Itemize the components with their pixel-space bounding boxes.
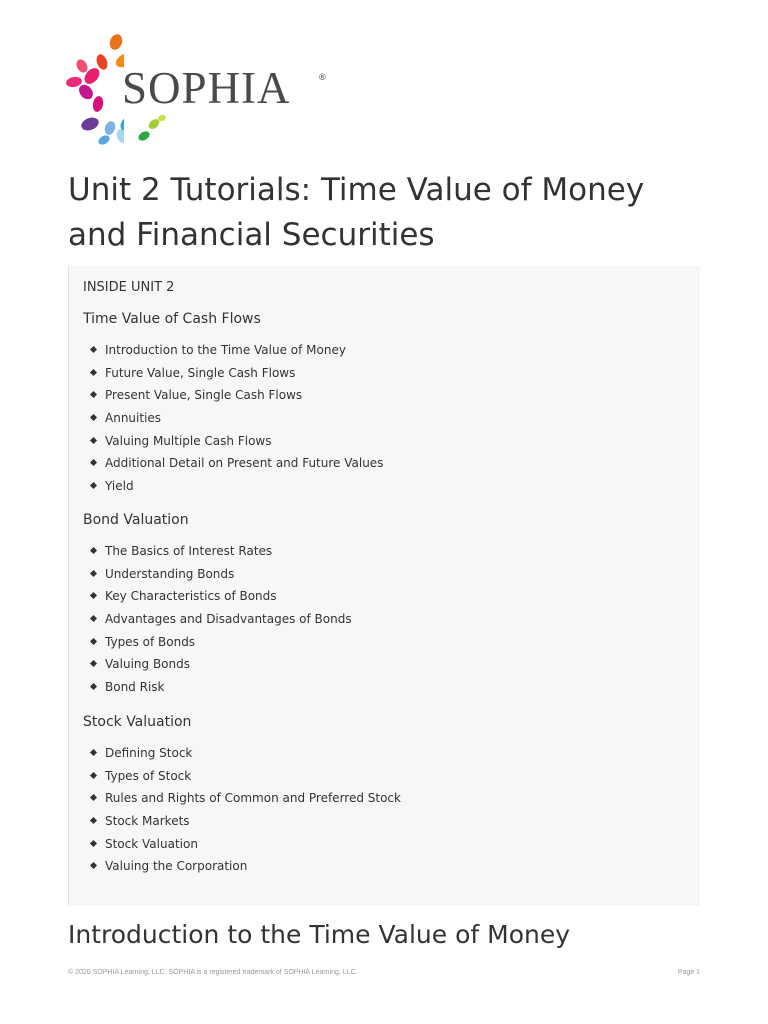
diamond-bullet-icon xyxy=(90,840,97,847)
toc-heading: INSIDE UNIT 2 xyxy=(83,280,175,295)
toc-list-bond-valuation xyxy=(91,540,352,699)
toc-item[interactable]: Valuing Multiple Cash Flows xyxy=(91,430,383,453)
diamond-bullet-icon xyxy=(90,660,97,667)
toc-item[interactable]: Valuing Bonds xyxy=(91,653,352,676)
green-leaves-icon xyxy=(136,110,196,150)
toc-item[interactable]: Bond Risk xyxy=(91,676,352,699)
diamond-bullet-icon xyxy=(90,459,97,466)
diamond-bullet-icon xyxy=(90,570,97,577)
diamond-bullet-icon xyxy=(90,683,97,690)
toc-item[interactable]: Annuities xyxy=(91,407,383,430)
toc-item[interactable]: Future Value, Single Cash Flows xyxy=(91,362,383,385)
diamond-bullet-icon xyxy=(90,749,97,756)
diamond-bullet-icon xyxy=(90,369,97,376)
diamond-bullet-icon xyxy=(90,615,97,622)
toc-item[interactable]: Rules and Rights of Common and Preferred Stock xyxy=(91,787,401,810)
toc-item[interactable]: Stock Valuation xyxy=(91,833,401,856)
toc-item[interactable]: Additional Detail on Present and Future Values xyxy=(91,452,383,475)
page-title: Unit 2 Tutorials: Time Value of Money and Financial Securities xyxy=(68,172,645,253)
registered-mark: ® xyxy=(319,72,326,82)
diamond-bullet-icon xyxy=(90,794,97,801)
toc-item[interactable]: Key Characteristics of Bonds xyxy=(91,585,352,608)
toc-item[interactable]: Defining Stock xyxy=(91,742,401,765)
toc-item[interactable]: Yield xyxy=(91,475,383,498)
toc-item[interactable]: Stock Markets xyxy=(91,810,401,833)
toc-section-title: Time Value of Cash Flows xyxy=(83,311,261,327)
section-heading: Introduction to the Time Value of Money xyxy=(68,920,571,949)
toc-item[interactable]: Advantages and Disadvantages of Bonds xyxy=(91,608,352,631)
toc-item[interactable]: Understanding Bonds xyxy=(91,563,352,586)
diamond-bullet-icon xyxy=(90,414,97,421)
diamond-bullet-icon xyxy=(90,547,97,554)
toc-item[interactable]: Present Value, Single Cash Flows xyxy=(91,384,383,407)
diamond-bullet-icon xyxy=(90,391,97,398)
logo-wordmark: SOPHIA xyxy=(122,63,291,113)
diamond-bullet-icon xyxy=(90,346,97,353)
diamond-bullet-icon xyxy=(90,772,97,779)
diamond-bullet-icon xyxy=(90,638,97,645)
toc-item[interactable]: Types of Stock xyxy=(91,765,401,788)
diamond-bullet-icon xyxy=(90,482,97,489)
toc-list-stock-valuation xyxy=(91,742,401,878)
diamond-bullet-icon xyxy=(90,862,97,869)
toc-item[interactable]: The Basics of Interest Rates xyxy=(91,540,352,563)
toc-item[interactable]: Introduction to the Time Value of Money xyxy=(91,339,383,362)
toc-item[interactable]: Valuing the Corporation xyxy=(91,855,401,878)
flower-petals-icon xyxy=(64,32,124,150)
diamond-bullet-icon xyxy=(90,437,97,444)
toc-list-time-value xyxy=(91,339,383,498)
inside-unit-box xyxy=(68,266,700,906)
toc-item[interactable]: Types of Bonds xyxy=(91,631,352,654)
footer-copyright: © 2020 SOPHIA Learning, LLC. SOPHIA is a registered trademark of SOPHIA Learning, LLC. xyxy=(68,969,358,976)
toc-section-title: Stock Valuation xyxy=(83,714,192,730)
sophia-logo xyxy=(64,32,334,150)
diamond-bullet-icon xyxy=(90,592,97,599)
diamond-bullet-icon xyxy=(90,817,97,824)
toc-section-title: Bond Valuation xyxy=(83,512,189,528)
footer-page-number: Page 1 xyxy=(677,969,700,976)
